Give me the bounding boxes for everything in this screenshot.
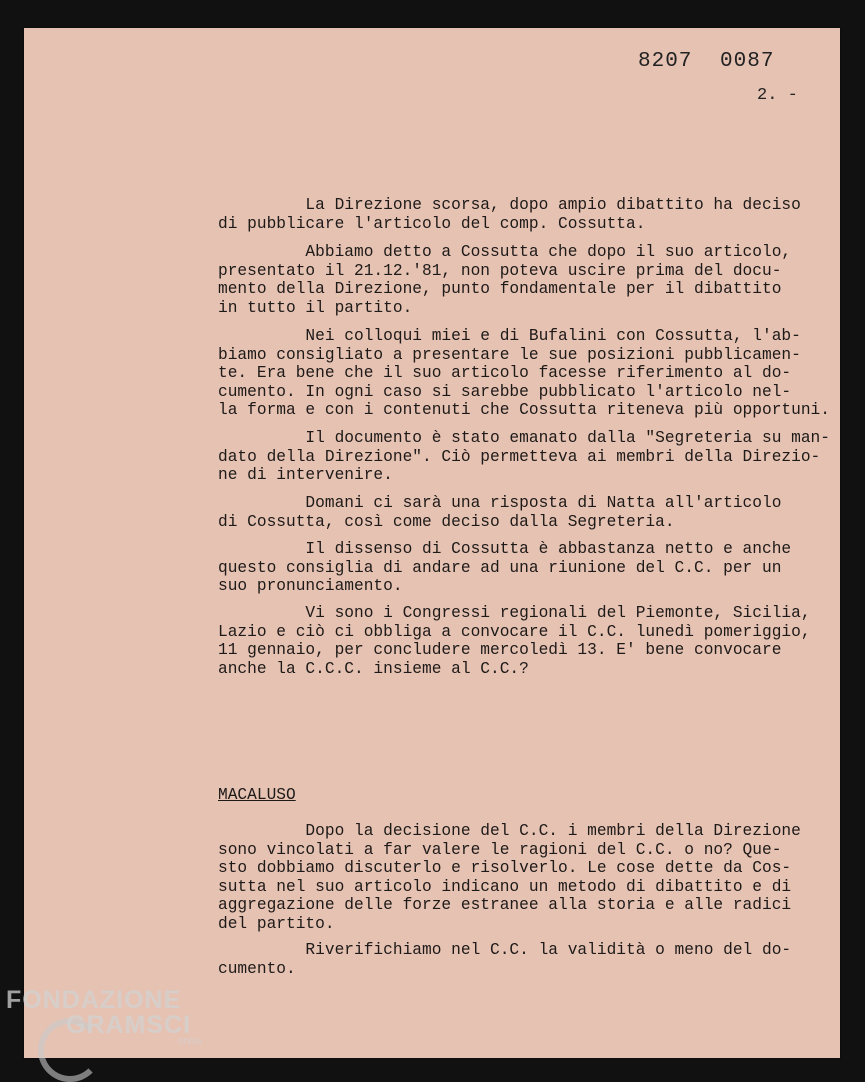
paragraph: Vi sono i Congressi regionali del Piemonte, Sicilia, Lazio e ciò ci obbliga a convocare il C.C. lunedì pomeriggio, 11 gennaio, per concludere mercoledì 13. E' bene convocare anche la C.C.C. insieme al C.C.? [218,604,811,678]
paragraph: Il documento è stato emanato dalla "Segreteria su man- dato della Direzione". Ciò permetteva ai membri della Direzio- ne di intervenire. [218,429,830,485]
paragraph: La Direzione scorsa, dopo ampio dibattito ha deciso di pubblicare l'articolo del comp. Cossutta. [218,196,801,233]
watermark-line: GRAMSCI [66,1011,192,1039]
paragraph: Riverifichiamo nel C.C. la validità o meno del do- cumento. [218,941,792,978]
watermark-line: onlus [178,1036,202,1047]
paragraph: Domani ci sarà una risposta di Natta all'articolo di Cossutta, così come deciso dalla Segreteria. [218,494,782,531]
paragraph: Dopo la decisione del C.C. i membri della Direzione sono vincolati a far valere le ragioni del C.C. o no? Que- sto dobbiamo discuterlo e risolverlo. Le cose dette da Cos- sutta nel suo articolo indicano un metodo di dibattito e di aggregazione delle forze estranee alla storia e alle radici del partito. [218,822,801,933]
paragraph: Nei colloqui miei e di Bufalini con Cossutta, l'ab- biamo consigliato a presentare le sue posizioni pubblicamen- te. Era bene che il suo articolo facesse riferimento al do- cumento. In ogni caso si sarebbe pubblicato l'articolo nel- la forma e con i contenuti che Cossutta riteneva più opportuni. [218,327,830,420]
paragraph: Abbiamo detto a Cossutta che dopo il suo articolo, presentato il 21.12.'81, non poteva uscire prima del docu- mento della Direzione, punto fondamentale per il dibattito in tutto il partito. [218,243,792,317]
archive-number: 8207 0087 [638,50,775,73]
page-number: 2. - [757,86,798,105]
speaker-heading: MACALUSO [218,786,296,804]
paragraph: Il dissenso di Cossutta è abbastanza netto e anche questo consiglia di andare ad una riunione del C.C. per un suo pronunciamento. [218,540,792,596]
watermark [6,986,202,1047]
watermark-line: FONDAZIONE [6,986,182,1014]
